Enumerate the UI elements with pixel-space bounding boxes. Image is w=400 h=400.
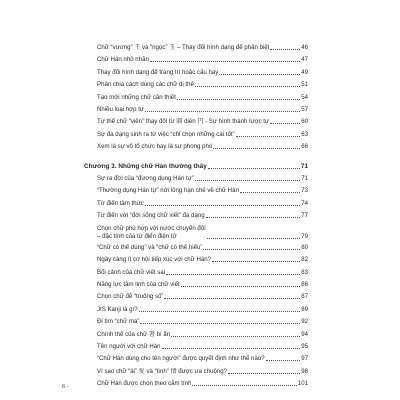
toc-entry-title: Tự thể chữ “viên” thay đổi từ 圓 diễn 円 - Sự hình thành lược tự xyxy=(97,118,270,126)
dot-leader xyxy=(145,205,300,206)
toc-entry xyxy=(97,118,308,126)
toc-entry-page: 73 xyxy=(301,187,308,195)
toc-entry xyxy=(97,281,308,289)
toc-chapter-entry xyxy=(84,163,308,171)
toc-entry-title: “Thường dụng Hán tự” nới lỏng hạn chế về chữ Hán xyxy=(97,187,239,195)
toc-entry-title: Phân chia cách dùng các chữ dị thể xyxy=(97,81,194,89)
toc-entry-title: Chính thể của chữ 箸 bí ẩn xyxy=(97,330,171,338)
dot-leader xyxy=(140,323,300,324)
toc-entry-title: Chữ Hán nhỏ nhắn xyxy=(97,56,149,64)
page-number: 6 - xyxy=(62,384,69,390)
toc-entry-title: “Chữ có thể dùng” và “chữ có thể hiểu” xyxy=(97,243,203,251)
toc-entry xyxy=(97,44,308,52)
dot-leader xyxy=(266,360,301,361)
dot-leader xyxy=(240,192,300,193)
toc-entry-page: 47 xyxy=(301,56,308,64)
toc-entry-page: 80 xyxy=(301,243,308,251)
toc-entry xyxy=(97,56,308,64)
toc-entry-page: 54 xyxy=(301,93,308,101)
toc-entry xyxy=(97,175,308,183)
toc-entry-page: 71 xyxy=(300,162,308,170)
toc-entry-page: 57 xyxy=(301,106,308,113)
dot-leader xyxy=(207,238,301,239)
dot-leader xyxy=(166,274,300,275)
toc-entry-page: 97 xyxy=(301,355,308,363)
toc-entry-page: 66 xyxy=(301,143,308,151)
toc-entry xyxy=(97,368,308,376)
toc-entry-title: Sự đa dạng sinh ra từ việc “chỉ chọn những cái tốt” xyxy=(97,130,235,138)
toc-entry-title xyxy=(97,225,206,241)
toc-entry-page: 74 xyxy=(301,199,308,207)
toc-entry xyxy=(97,81,308,89)
toc-entry-title-line: – đặc tính của từ điển điện tử xyxy=(97,232,177,240)
dot-leader xyxy=(206,217,301,218)
toc-entry-page: 94 xyxy=(301,330,308,338)
toc-entry xyxy=(97,143,308,151)
toc-entry-page: 77 xyxy=(301,212,308,220)
toc-entry xyxy=(97,318,308,326)
toc-entry-title: Sự ra đời của “đương dụng Hán tự” xyxy=(97,175,194,182)
toc-entry-page: 98 xyxy=(301,367,308,375)
dot-leader xyxy=(164,298,300,299)
toc-entry-title: Xem lá sự vô tổ chức hay là sự phong phú xyxy=(97,143,213,151)
toc-entry xyxy=(97,212,308,220)
toc-entry-page: 101 xyxy=(297,380,308,388)
toc-entry-title: JIS Kanji là gì? xyxy=(97,305,138,313)
dot-leader xyxy=(181,286,301,287)
toc-entry-title: Từ điển tâm thức xyxy=(97,199,144,207)
dot-leader xyxy=(213,148,300,149)
toc-entry-page: 60 xyxy=(301,118,308,126)
toc-entry-page: 71 xyxy=(301,175,308,182)
toc-entry-title: Đi tìm “chữ ma” xyxy=(97,318,140,326)
toc-entry-page: 87 xyxy=(301,293,308,301)
dot-leader xyxy=(162,348,301,349)
toc-entry xyxy=(97,256,308,264)
dot-leader xyxy=(212,261,300,262)
dot-leader xyxy=(236,136,301,137)
toc-entry xyxy=(97,331,308,339)
toc-entry-page: 92 xyxy=(301,318,308,326)
toc-entry xyxy=(97,106,308,114)
toc-entry-title: Năng lực tâm linh của chữ viết xyxy=(97,281,180,288)
toc-entry-title-line: Chọn chữ phù hợp với nước chuyển đổi xyxy=(97,224,206,232)
toc-entry xyxy=(97,380,308,388)
toc-entry xyxy=(97,225,308,241)
toc-entry-page: 63 xyxy=(301,130,308,138)
dot-leader xyxy=(192,385,296,386)
dot-leader xyxy=(270,49,300,50)
dot-leader xyxy=(171,336,300,337)
toc-entry-page: 89 xyxy=(301,305,308,313)
toc-entry-page: 95 xyxy=(301,343,308,350)
toc-entry xyxy=(97,69,308,77)
toc-entry xyxy=(97,343,308,351)
dot-leader xyxy=(150,61,300,62)
toc-entry-title: Thay đổi hình dạng để trang trí hoặc cấu hay xyxy=(97,68,219,76)
dot-leader xyxy=(208,168,300,169)
toc-entry-title: Bối cảnh của chữ viết sai xyxy=(97,268,166,276)
toc-entry-title: Ngày càng ít cơ hội tiếp xúc với chữ Hán? xyxy=(97,256,212,264)
toc-entry xyxy=(97,293,308,301)
dot-leader xyxy=(203,249,300,250)
dot-leader xyxy=(228,373,300,374)
toc-entry-title: “Chữ Hán dùng cho tên người” được quyết định như thế nào? xyxy=(97,355,265,363)
toc-entry-page: 86 xyxy=(301,281,308,288)
dot-leader xyxy=(145,111,300,112)
toc-entry-title: Chọn chữ để “truông số” xyxy=(97,293,164,301)
toc-entry-page: 79 xyxy=(301,232,308,240)
toc-entry-title: Vì sao chữ “ái” 愛 và “tình” 情 được ưa chuộng? xyxy=(97,367,228,375)
toc-entry xyxy=(97,306,308,314)
dot-leader xyxy=(270,123,300,124)
dot-leader xyxy=(195,86,300,87)
toc-entry-page: 51 xyxy=(301,81,308,89)
dot-leader xyxy=(195,180,300,181)
toc-entry-title: Chữ “vương” 王 và “ngọc” 玉 – Thay đổi hình dạng để phân biệt xyxy=(97,44,270,51)
toc-entry-page: 82 xyxy=(301,256,308,264)
dot-leader xyxy=(219,74,300,75)
dot-leader xyxy=(177,99,300,100)
toc-entry xyxy=(97,94,308,102)
dot-leader xyxy=(139,311,301,312)
toc-entry xyxy=(97,131,308,139)
toc-entry xyxy=(97,244,308,252)
toc-entry-page: 83 xyxy=(301,268,308,276)
toc-entry-title: Chữ Hán được chọn theo cảm tính xyxy=(97,380,192,388)
toc-entry-title: Chương 3. Những chữ Hán thường thấy xyxy=(84,162,207,170)
toc-entry-title: Từ điển với “đời sống chữ viết” đa dạng xyxy=(97,212,205,220)
toc-entry xyxy=(97,269,308,277)
toc-entry-title: Nhiều loại hợp tự xyxy=(97,106,145,113)
toc-entry-page: 46 xyxy=(301,44,308,51)
toc-entry-page: 49 xyxy=(301,68,308,76)
toc-entry xyxy=(97,187,308,195)
toc-entry xyxy=(97,200,308,208)
toc-entry xyxy=(97,355,308,363)
toc-entry-title: Tên người với chữ Hán xyxy=(97,343,161,350)
toc-entry-title: Tạo mới những chữ cần thiết xyxy=(97,93,176,101)
